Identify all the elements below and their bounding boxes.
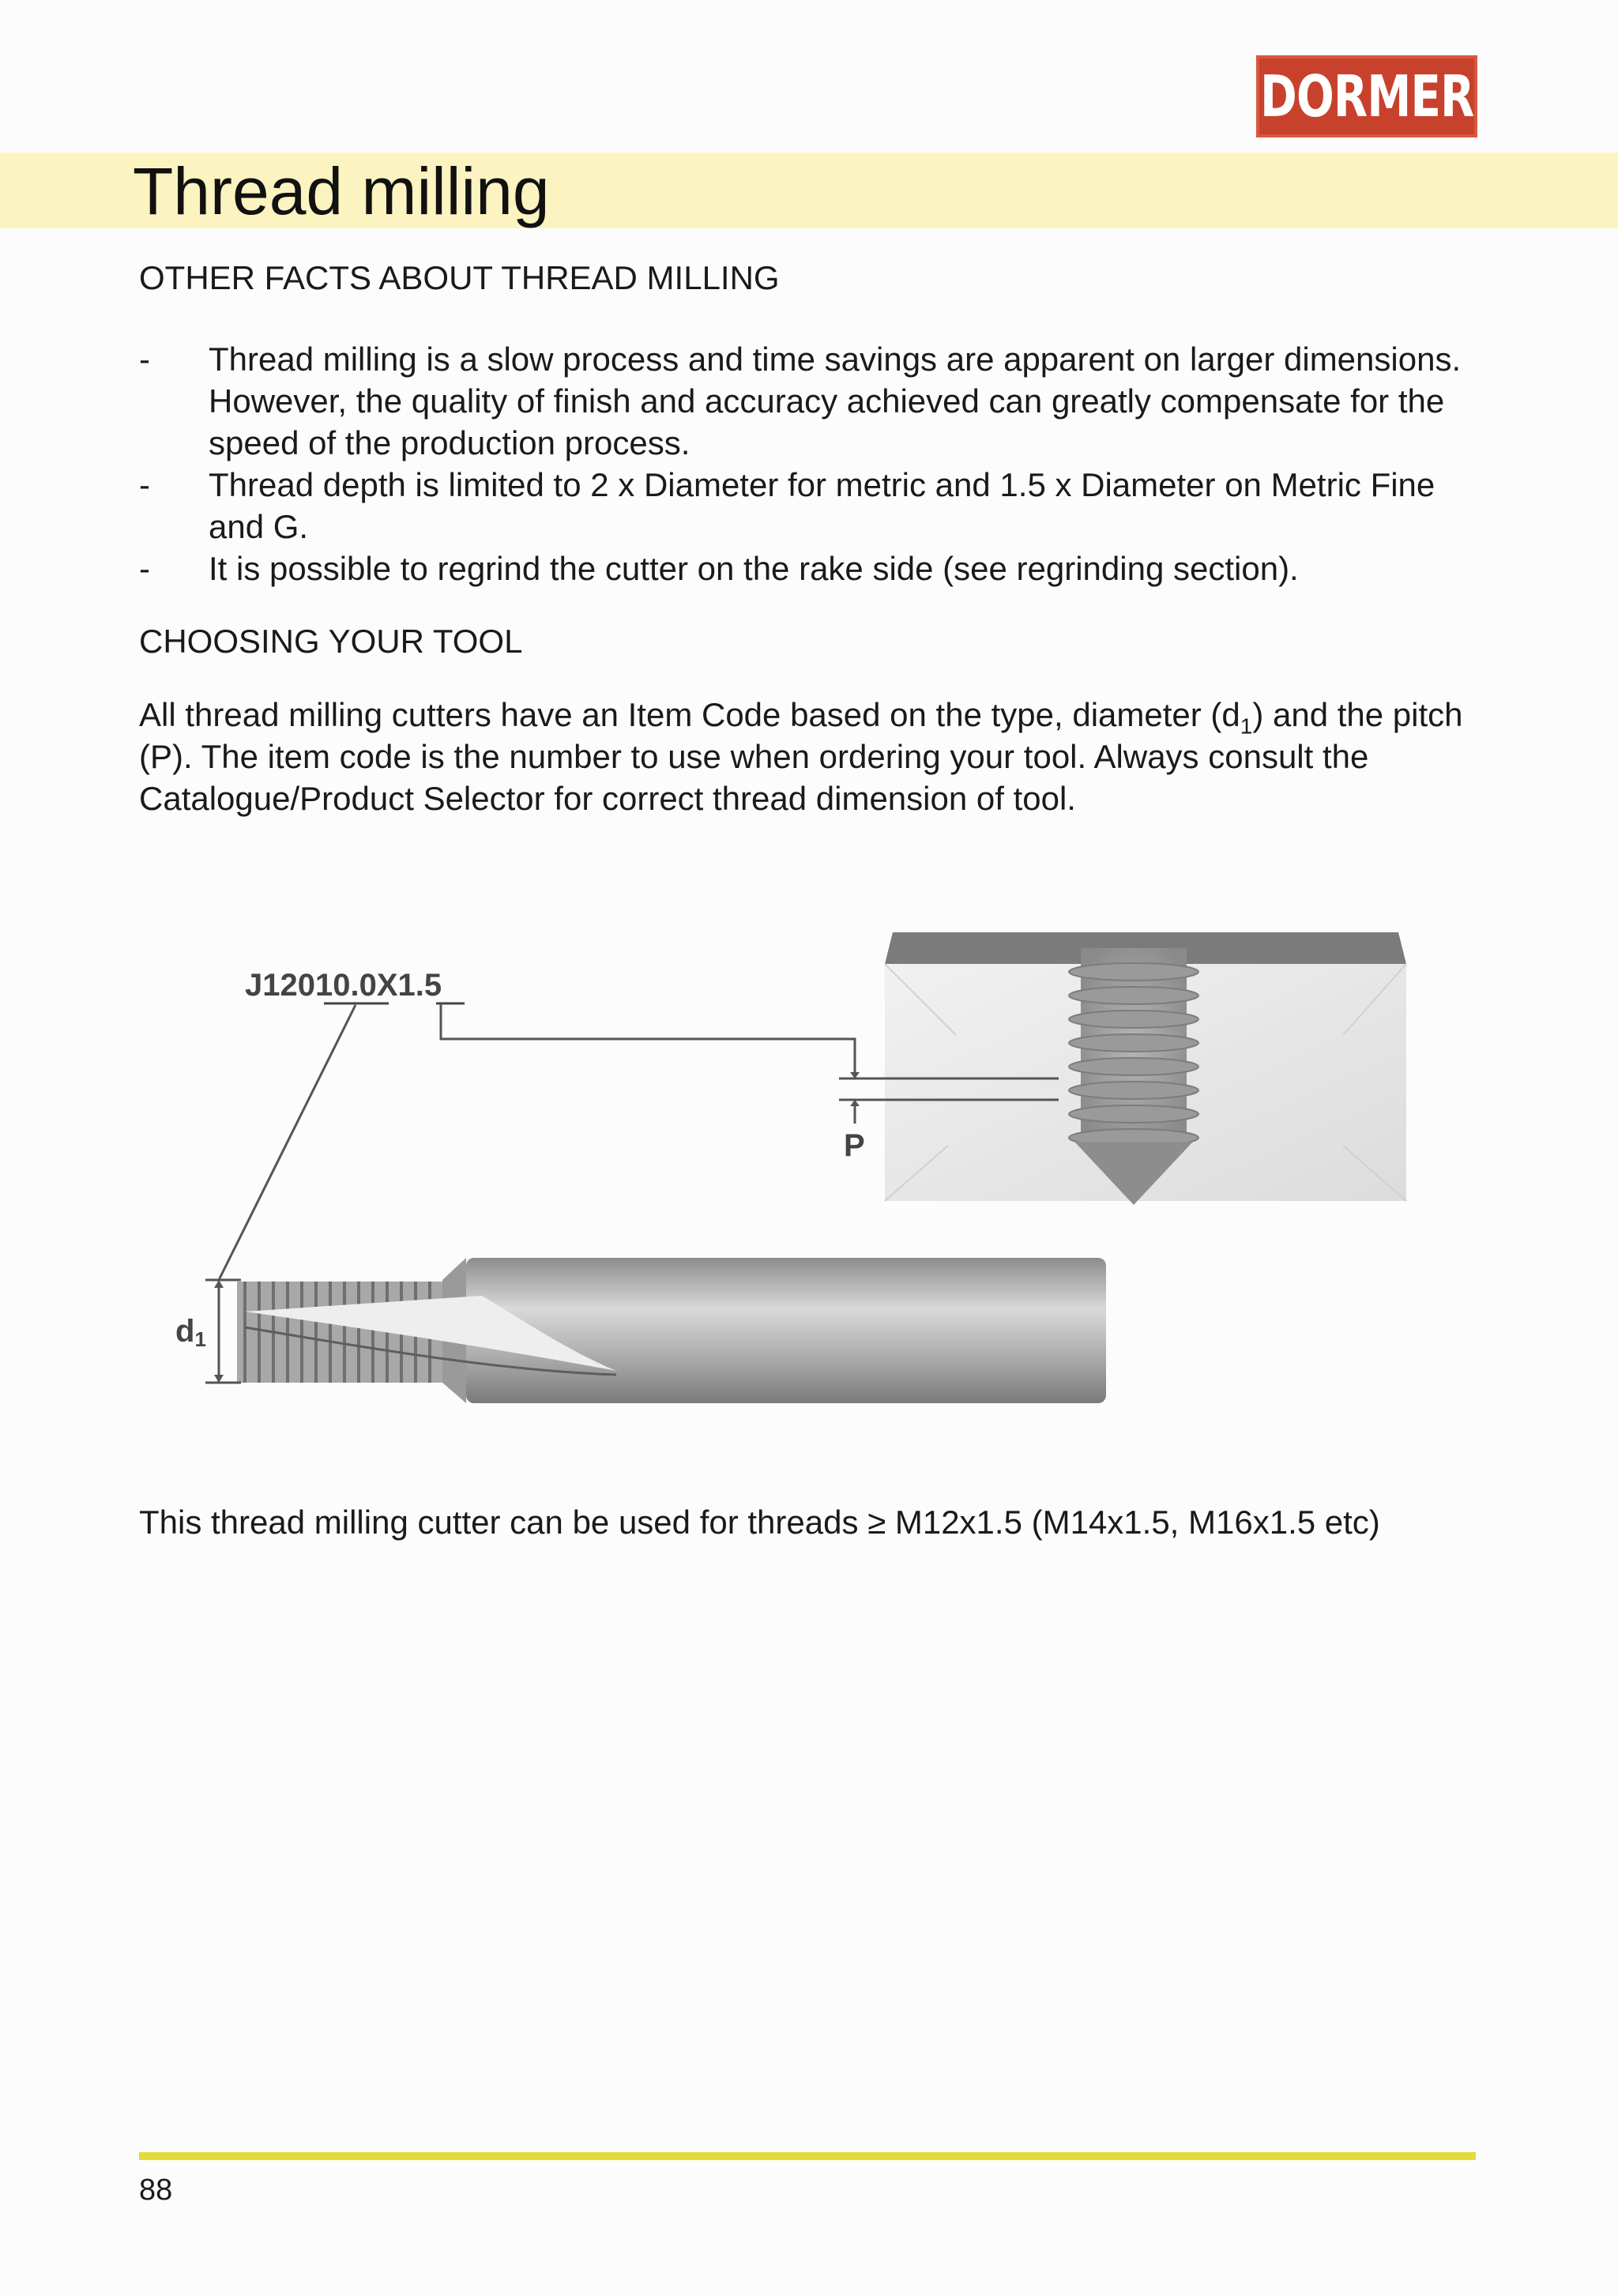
logo-text: DORMER bbox=[1259, 63, 1474, 130]
list-item-text: Thread milling is a slow process and time savings are apparent on larger dimensions. However, the quality of finish and accuracy achieved can greatly compensate for the speed of the production process. bbox=[209, 341, 1462, 461]
pitch-leader-line bbox=[441, 1003, 855, 1075]
bullet-dash: - bbox=[139, 341, 150, 378]
paragraph-text: All thread milling cutters have an Item Code based on the type, diameter (d bbox=[139, 696, 1240, 733]
figure-caption: This thread milling cutter can be used for threads ≥ M12x1.5 (M14x1.5, M16x1.5 etc) bbox=[139, 1504, 1380, 1541]
thread-mill-cutter bbox=[237, 1258, 1106, 1403]
item-code-label: J12010.0X1.5 bbox=[245, 968, 442, 1003]
page-title: Thread milling bbox=[133, 154, 550, 228]
diameter-symbol: d bbox=[175, 1314, 195, 1349]
list-item-text: It is possible to regrind the cutter on the rake side (see regrinding section). bbox=[209, 550, 1299, 587]
page-number: 88 bbox=[139, 2174, 173, 2207]
footer-rule bbox=[139, 2152, 1476, 2160]
thread-mill-diagram bbox=[158, 917, 1422, 1422]
section-heading-choosing-tool: CHOOSING YOUR TOOL bbox=[139, 623, 523, 660]
workpiece-block bbox=[885, 932, 1406, 1205]
diameter-dimension bbox=[205, 1280, 241, 1383]
subscript: 1 bbox=[1240, 713, 1253, 739]
paragraph-text: ) and the pitch (P). The item code is the number to use when ordering your tool. Always consult the Catalogue/Product Selector for correct thread dimension of tool. bbox=[139, 696, 1463, 817]
diameter-subscript: 1 bbox=[194, 1327, 206, 1351]
list-item-text: Thread depth is limited to 2 x Diameter for metric and 1.5 x Diameter on Metric Fine and G. bbox=[209, 466, 1436, 545]
bullet-dash: - bbox=[139, 466, 150, 503]
facts-list bbox=[139, 338, 1482, 589]
list-item bbox=[139, 548, 1482, 589]
diameter-label bbox=[175, 1314, 206, 1351]
bullet-dash: - bbox=[139, 550, 150, 587]
dormer-logo bbox=[1256, 55, 1477, 137]
item-code-paragraph bbox=[139, 694, 1474, 819]
pitch-label: P bbox=[844, 1128, 865, 1163]
diameter-leader-line bbox=[219, 1005, 356, 1280]
section-heading-other-facts: OTHER FACTS ABOUT THREAD MILLING bbox=[139, 259, 780, 296]
list-item bbox=[139, 464, 1482, 548]
list-item bbox=[139, 338, 1482, 464]
